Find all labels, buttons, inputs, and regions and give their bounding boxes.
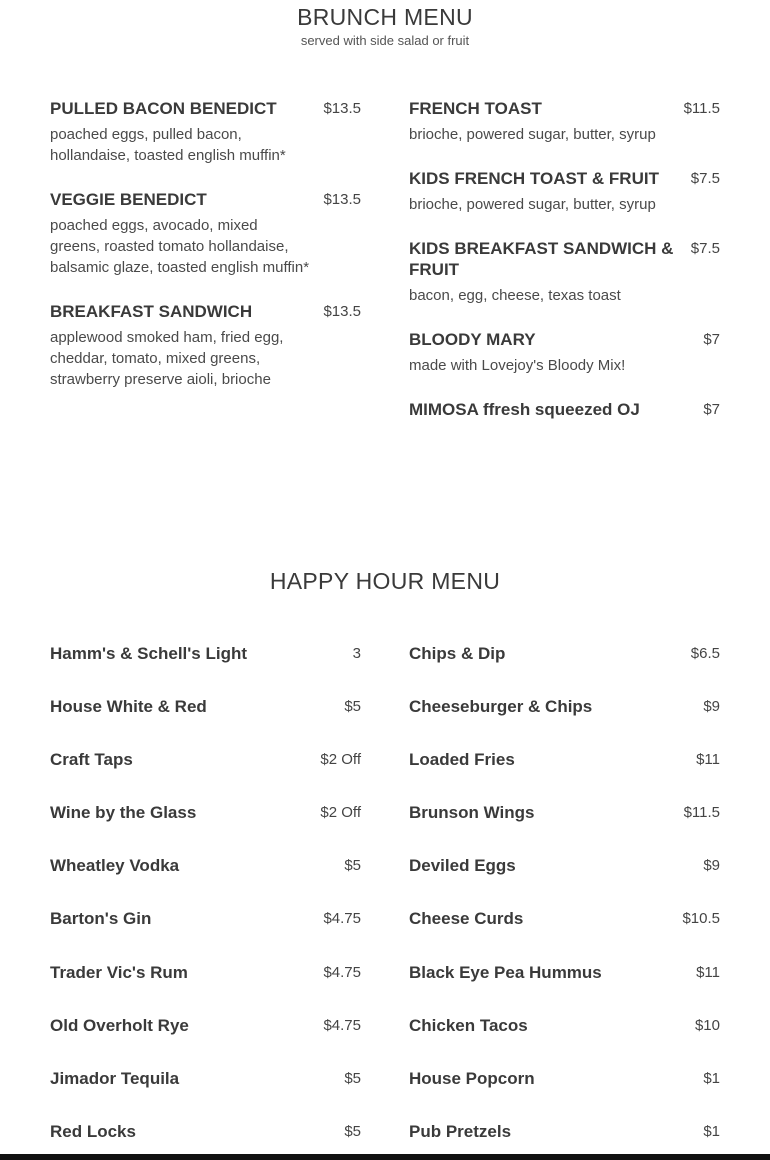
- menu-item-name: KIDS BREAKFAST SANDWICH & FRUIT: [409, 239, 674, 279]
- menu-item-header: [409, 168, 720, 189]
- brunch-left-column: [50, 98, 361, 413]
- menu-item-price: $9: [703, 857, 720, 875]
- menu-item-name: FRENCH TOAST: [409, 99, 542, 118]
- menu-item: [50, 908, 361, 961]
- menu-item: [409, 749, 720, 802]
- menu-item-header: [50, 1068, 361, 1089]
- menu-item: [409, 238, 720, 306]
- menu-item-header: [50, 802, 361, 823]
- menu-item-price: $11.5: [683, 804, 720, 822]
- menu-item-price: $13.5: [323, 100, 361, 117]
- menu-item-price: $2 Off: [320, 804, 361, 822]
- menu-item-header: [409, 696, 720, 717]
- menu-item-header: [409, 1068, 720, 1089]
- menu-item: [50, 1068, 361, 1121]
- menu-item: [409, 98, 720, 145]
- menu-item-header: [409, 802, 720, 823]
- menu-item-header: [50, 696, 361, 717]
- happy-hour-left-column: [50, 643, 361, 1160]
- menu-item: [409, 802, 720, 855]
- menu-item-name: VEGGIE BENEDICT: [50, 190, 207, 209]
- brunch-right-column: [409, 98, 720, 443]
- menu-item-price: $11: [696, 751, 720, 769]
- menu-item-price: $5: [344, 1122, 361, 1140]
- menu-item: [50, 1015, 361, 1068]
- menu-item-header: [409, 1015, 720, 1036]
- menu-item-name: Old Overholt Rye: [50, 1015, 189, 1035]
- menu-item-price: $5: [344, 857, 361, 875]
- menu-item-price: $11.5: [683, 100, 720, 117]
- menu-item-name: Black Eye Pea Hummus: [409, 962, 602, 982]
- menu-item-name: Deviled Eggs: [409, 856, 516, 876]
- menu-item-price: $10: [694, 1016, 720, 1034]
- menu-item: [50, 696, 361, 749]
- menu-item-name: Trader Vic's Rum: [50, 962, 188, 982]
- menu-item-name: Hamm's & Schell's Light: [50, 644, 248, 663]
- menu-item-header: [50, 98, 361, 119]
- menu-item-description: poached eggs, pulled bacon, hollandaise, toasted english muffin*: [50, 126, 286, 164]
- menu-item-header: [50, 908, 361, 929]
- menu-item-header: [409, 749, 720, 770]
- menu-item: [50, 189, 361, 278]
- menu-item-name: Jimador Tequila: [50, 1068, 180, 1088]
- menu-item-name: Chicken Tacos: [409, 1015, 528, 1035]
- menu-item-name: KIDS FRENCH TOAST & FRUIT: [409, 169, 659, 188]
- happy-hour-menu-title: HAPPY HOUR MENU: [269, 568, 501, 594]
- menu-item-name: Wheatley Vodka: [50, 856, 180, 876]
- menu-item-header: [409, 238, 720, 280]
- menu-item-price: $7: [703, 331, 720, 348]
- menu-item-header: [409, 1121, 720, 1142]
- menu-item-header: [50, 1015, 361, 1036]
- menu-item: [409, 855, 720, 908]
- menu-item-name: House White & Red: [50, 697, 207, 717]
- menu-item-header: [409, 329, 720, 350]
- menu-item-name: Wine by the Glass: [50, 803, 197, 823]
- menu-item-name: House Popcorn: [409, 1068, 535, 1088]
- menu-item-price: 3: [352, 645, 361, 662]
- menu-item-header: [50, 1121, 361, 1142]
- menu-item: [50, 962, 361, 1015]
- menu-item-name: MIMOSA ffresh squeezed OJ: [409, 400, 640, 419]
- menu-item-description: brioche, powered sugar, butter, syrup: [409, 126, 656, 143]
- menu-item: [409, 1015, 720, 1068]
- brunch-menu-title: BRUNCH MENU: [297, 4, 473, 30]
- menu-item-price: $5: [344, 1069, 361, 1087]
- menu-item-price: $7.5: [690, 170, 720, 187]
- menu-item-price: $4.75: [323, 963, 361, 981]
- menu-item-name: PULLED BACON BENEDICT: [50, 99, 277, 118]
- menu-item-header: [50, 643, 361, 664]
- menu-item: [50, 802, 361, 855]
- menu-item-price: $1: [703, 1069, 720, 1087]
- menu-item-description: poached eggs, avocado, mixed greens, roasted tomato hollandaise, balsamic glaze, toasted english muffin*: [50, 217, 310, 276]
- menu-item-name: Cheeseburger & Chips: [409, 697, 593, 717]
- menu-item-name: BLOODY MARY: [409, 330, 536, 349]
- menu-item-price: $6.5: [690, 645, 720, 662]
- menu-item-description: made with Lovejoy's Bloody Mix!: [409, 357, 626, 374]
- menu-item-price: $5: [344, 698, 361, 716]
- menu-item-header: [409, 855, 720, 876]
- menu-item-name: BREAKFAST SANDWICH: [50, 302, 253, 321]
- menu-item-name: Brunson Wings: [409, 803, 535, 823]
- menu-item-name: Cheese Curds: [409, 909, 524, 929]
- menu-item-description: bacon, egg, cheese, texas toast: [409, 287, 621, 304]
- menu-item-price: $10.5: [682, 910, 720, 928]
- happy-hour-right-column: [409, 643, 720, 1160]
- menu-item-price: $13.5: [323, 303, 361, 320]
- menu-item: [50, 643, 361, 696]
- bottom-border-bar: [0, 1154, 770, 1160]
- menu-item: [50, 855, 361, 908]
- menu-item-header: [409, 962, 720, 983]
- menu-item-description: brioche, powered sugar, butter, syrup: [409, 196, 656, 213]
- menu-item: [409, 168, 720, 215]
- menu-item: [50, 749, 361, 802]
- menu-item-price: $2 Off: [320, 751, 361, 769]
- menu-item-name: Craft Taps: [50, 750, 133, 770]
- menu-item-price: $7.5: [690, 240, 720, 257]
- menu-item-price: $11: [696, 963, 720, 981]
- menu-item: [409, 908, 720, 961]
- menu-item-header: [50, 749, 361, 770]
- menu-item-price: $13.5: [323, 191, 361, 208]
- menu-item: [409, 1068, 720, 1121]
- menu-item-name: Red Locks: [50, 1121, 136, 1141]
- menu-item-price: $4.75: [323, 910, 361, 928]
- menu-item: [409, 329, 720, 376]
- menu-item-header: [50, 962, 361, 983]
- menu-item-header: [409, 98, 720, 119]
- menu-item-price: $4.75: [323, 1016, 361, 1034]
- menu-item-price: $7: [703, 401, 720, 418]
- menu-item-description: applewood smoked ham, fried egg, cheddar, tomato, mixed greens, strawberry preserve aioli, brioche: [50, 329, 284, 388]
- menu-item-header: [50, 855, 361, 876]
- menu-item-price: $1: [703, 1122, 720, 1140]
- brunch-menu-subtitle: served with side salad or fruit: [300, 33, 470, 48]
- menu-item-name: Chips & Dip: [409, 644, 506, 663]
- menu-item-header: [409, 908, 720, 929]
- menu-item: [409, 643, 720, 696]
- menu-item-header: [409, 399, 720, 420]
- menu-item-header: [50, 189, 361, 210]
- menu-item: [50, 98, 361, 166]
- menu-item-header: [409, 643, 720, 664]
- menu-item-header: [50, 301, 361, 322]
- menu-item-name: Barton's Gin: [50, 909, 152, 929]
- menu-item-name: Loaded Fries: [409, 750, 515, 770]
- menu-item-price: $9: [703, 698, 720, 716]
- menu-item: [409, 696, 720, 749]
- menu-item-name: Pub Pretzels: [409, 1121, 512, 1141]
- menu-item: [50, 301, 361, 390]
- menu-item: [409, 399, 720, 420]
- menu-item: [409, 962, 720, 1015]
